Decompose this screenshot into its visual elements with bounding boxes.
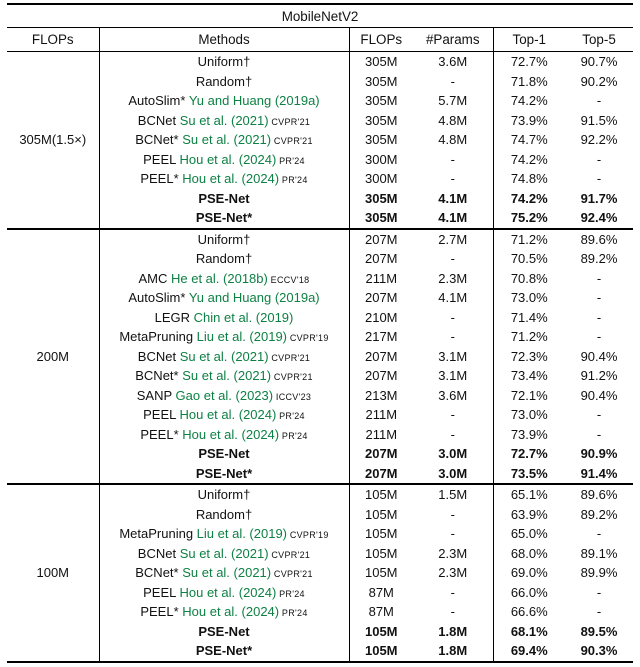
top5-cell: 90.2% [580,73,618,89]
method-cell [99,425,349,445]
flops-cell: 207M [349,464,413,485]
flops-cell: 105M [364,526,398,542]
flops-cell: 207M [364,368,398,384]
table-row [7,347,633,367]
top1-cell: 66.6% [510,604,548,620]
method-cell [99,622,349,642]
citation-link[interactable]: Su et al. (2021) [176,112,269,128]
venue-tag: PR'24 [276,155,305,166]
method-name: PEEL* [140,171,179,187]
method-name: PEEL* [140,426,179,442]
method-name: PEEL* [140,604,179,620]
top1-cell: 73.0% [510,407,548,423]
citation-link[interactable]: Su et al. (2021) [176,348,269,364]
top5-cell: - [596,526,602,542]
top1-cell: 69.4% [510,643,548,659]
venue-tag: CVPR'21 [268,549,311,560]
table-row [7,386,633,406]
venue-tag: CVPR'21 [268,352,311,363]
method-cell [99,464,349,485]
method-cell [99,583,349,603]
method-cell [99,308,349,328]
method-name: BCNet* [135,368,179,384]
table-row [7,249,633,269]
method-cell [99,386,349,406]
method-cell [99,91,349,111]
table-row [7,91,633,111]
params-cell: - [413,327,493,347]
top1-cell: 63.9% [510,506,548,522]
method-name: AutoSlim* [128,93,186,109]
method-name: LEGR [154,309,191,325]
citation-link[interactable]: Hou et al. (2024) [175,151,277,167]
method-name: BCNet* [135,132,179,148]
flops-group-label: 200M [7,229,99,485]
citation-link[interactable]: Liu et al. (2019) [193,526,288,542]
method-name: PSE-Net [198,190,250,206]
table-row [7,405,633,425]
method-name: PSE-Net [198,623,250,639]
top5-cell: - [596,171,602,187]
flops-cell: 305M [364,93,398,109]
top1-cell: 68.0% [510,545,548,561]
col-header-top1: Top-1 [493,28,565,52]
params-cell: 4.1M [413,288,493,308]
top1-cell: 73.9% [510,112,548,128]
top5-cell: - [596,407,602,423]
method-name: PSE-Net [198,446,250,462]
citation-link[interactable]: Gao et al. (2023) [171,387,274,403]
params-cell: 4.1M [413,208,493,229]
method-cell [99,641,349,662]
citation-link[interactable]: Hou et al. (2024) [175,407,277,423]
method-cell [99,524,349,544]
params-cell: 1.8M [413,641,493,662]
method-name: BCNet [137,348,177,364]
method-cell [99,484,349,505]
venue-tag: CVPR'21 [271,136,313,147]
table-row [7,150,633,170]
table-row [7,52,633,72]
table-row [7,288,633,308]
params-cell: - [413,602,493,622]
flops-cell: 105M [364,565,398,581]
params-cell: - [413,150,493,170]
flops-cell: 305M [349,208,413,229]
table-row [7,366,633,386]
top5-cell: - [596,329,602,345]
top5-cell: 89.6% [580,487,618,503]
citation-link[interactable]: Hou et al. (2024) [178,604,280,620]
flops-cell: 105M [364,506,398,522]
table-row [7,641,633,662]
top5-cell: 89.5% [580,623,618,639]
params-cell: - [413,505,493,525]
params-cell: - [413,249,493,269]
method-cell [99,189,349,209]
flops-cell: 207M [364,251,398,267]
params-cell: - [413,72,493,92]
table-row [7,130,633,150]
flops-cell: 211M [365,270,398,286]
top5-cell: 92.2% [580,132,618,148]
params-cell: 5.7M [413,91,493,111]
top1-cell: 65.1% [510,487,548,503]
method-cell [99,111,349,131]
top5-cell: - [596,309,602,325]
venue-tag: PR'24 [276,411,305,422]
top5-cell: - [596,270,602,286]
method-name: AMC [138,270,168,286]
table-row [7,524,633,544]
params-cell: - [413,583,493,603]
col-header-params: #Params [413,28,493,52]
top1-cell: 70.5% [510,251,548,267]
method-cell [99,563,349,583]
method-name: MetaPruning [119,526,194,542]
flops-cell: 211M [365,426,398,442]
venue-tag: PR'24 [279,608,308,619]
params-cell: 4.1M [413,189,493,209]
top5-cell: 91.2% [580,368,618,384]
top1-cell: 74.2% [510,190,548,206]
citation-link[interactable]: Chin et al. (2019) [190,309,294,325]
citation-link[interactable]: Su et al. (2021) [178,132,272,148]
top5-cell: 92.4% [565,208,633,229]
method-cell [99,602,349,622]
venue-tag: PR'24 [279,430,308,441]
venue-tag: CVPR'21 [268,116,311,127]
flops-cell: 305M [364,112,398,128]
method-name: BCNet [137,545,177,561]
top5-cell: 90.4% [580,348,618,364]
citation-link[interactable]: Yu and Huang (2019a) [185,290,320,306]
flops-cell: 213M [364,387,398,403]
col-header-top5: Top-5 [565,28,633,52]
citation-link[interactable]: Su et al. (2021) [178,368,272,384]
venue-tag: CVPR'21 [271,372,313,383]
params-cell: 3.6M [413,386,493,406]
top1-cell: 71.8% [510,73,548,89]
params-cell: 3.0M [413,444,493,464]
flops-cell: 305M [364,132,398,148]
venue-tag: ICCV'23 [273,391,312,402]
top1-cell: 74.2% [510,93,548,109]
method-name: PSE-Net* [195,465,253,481]
top1-cell: 75.2% [493,208,565,229]
params-cell: 3.6M [413,52,493,72]
top1-cell: 72.7% [510,54,548,70]
citation-link[interactable]: Hou et al. (2024) [175,584,277,600]
params-cell: 2.3M [413,563,493,583]
params-cell: - [413,524,493,544]
top5-cell: 91.7% [580,190,618,206]
table-row [7,327,633,347]
venue-tag: CVPR'19 [287,530,329,541]
table-row [7,169,633,189]
citation-link[interactable]: Yu and Huang (2019a) [185,93,320,109]
table-row [7,464,633,485]
venue-tag: CVPR'21 [271,569,313,580]
top1-cell: 72.1% [510,387,548,403]
citation-link[interactable]: He et al. (2018b) [167,270,268,286]
citation-link[interactable]: Hou et al. (2024) [178,171,280,187]
top5-cell: - [596,151,602,167]
top1-cell: 68.1% [510,623,548,639]
method-cell [99,52,349,72]
flops-cell: 105M [364,487,398,503]
table-row [7,544,633,564]
table-row [7,583,633,603]
flops-cell: 207M [364,290,398,306]
top5-cell: 90.3% [580,643,618,659]
method-name: Uniform† [197,231,251,247]
top5-cell: 89.2% [580,506,618,522]
results-table [7,3,633,663]
flops-cell: 300M [364,171,398,187]
params-cell: - [413,405,493,425]
venue-tag: PR'24 [279,175,308,186]
method-cell [99,269,349,289]
top5-cell: - [596,584,602,600]
method-cell [99,72,349,92]
method-name: PEEL [143,584,176,600]
citation-link[interactable]: Hou et al. (2024) [178,426,280,442]
top1-cell: 72.3% [510,348,548,364]
top1-cell: 73.5% [493,464,565,485]
flops-cell: 207M [364,446,398,462]
flops-group-label: 305M(1.5×) [7,52,99,229]
table-row [7,484,633,505]
method-cell [99,130,349,150]
flops-cell: 210M [364,309,398,325]
flops-cell: 207M [364,231,398,247]
params-cell: 2.3M [413,269,493,289]
col-header-flops-budget: FLOPs [7,28,99,52]
top1-cell: 65.0% [510,526,548,542]
method-name: MetaPruning [119,329,194,345]
top1-cell: 74.8% [510,171,548,187]
table-title: MobileNetV2 [7,4,633,28]
flops-cell: 305M [364,54,398,70]
top5-cell: 90.4% [580,387,618,403]
method-cell [99,544,349,564]
top1-cell: 72.7% [510,446,548,462]
method-cell [99,366,349,386]
top1-cell: 69.0% [510,565,548,581]
top5-cell: 91.4% [565,464,633,485]
method-name: Uniform† [197,54,251,70]
method-cell [99,229,349,250]
params-cell: 4.8M [413,111,493,131]
method-cell [99,150,349,170]
method-name: PSE-Net* [195,210,253,226]
table-row [7,563,633,583]
table-row [7,269,633,289]
top1-cell: 66.0% [510,584,548,600]
params-cell: - [413,425,493,445]
method-name: PSE-Net* [195,643,253,659]
col-header-flops: FLOPs [349,28,413,52]
top5-cell: - [596,93,602,109]
table-row [7,111,633,131]
params-cell: 3.1M [413,347,493,367]
method-name: SANP [136,387,172,403]
flops-cell: 87M [368,604,394,620]
table-row [7,602,633,622]
top1-cell: 74.2% [510,151,548,167]
flops-cell: 87M [368,584,394,600]
table-row [7,425,633,445]
method-name: BCNet [137,112,177,128]
method-cell [99,169,349,189]
top1-cell: 73.4% [510,368,548,384]
method-name: BCNet* [135,565,179,581]
venue-tag: PR'24 [276,588,305,599]
method-name: Uniform† [197,487,251,503]
flops-cell: 207M [364,348,398,364]
method-cell [99,208,349,229]
method-name: PEEL [143,151,176,167]
top1-cell: 73.9% [510,426,548,442]
method-cell [99,505,349,525]
params-cell: 2.3M [413,544,493,564]
top5-cell: 89.6% [580,231,618,247]
top1-cell: 71.2% [510,231,548,247]
table-row [7,444,633,464]
top1-cell: 71.4% [510,309,548,325]
params-cell: - [413,169,493,189]
params-cell: 3.1M [413,366,493,386]
table-row [7,622,633,642]
params-cell: 1.5M [413,484,493,505]
flops-cell: 105M [364,545,398,561]
col-header-methods: Methods [99,28,349,52]
table-row [7,189,633,209]
top5-cell: 89.9% [580,565,618,581]
method-cell [99,444,349,464]
table-row [7,229,633,250]
citation-link[interactable]: Su et al. (2021) [176,545,269,561]
top5-cell: - [596,604,602,620]
top5-cell: 90.9% [580,446,618,462]
table-row [7,308,633,328]
flops-cell: 217M [364,329,398,345]
flops-cell: 300M [364,151,398,167]
params-cell: 1.8M [413,622,493,642]
top5-cell: 91.5% [580,112,618,128]
flops-cell: 105M [364,643,398,659]
params-cell: 3.0M [413,464,493,485]
top1-cell: 71.2% [510,329,548,345]
flops-cell: 305M [364,190,398,206]
method-name: Random† [195,506,253,522]
top5-cell: - [596,426,602,442]
top5-cell: 89.1% [580,545,618,561]
params-cell: - [413,308,493,328]
citation-link[interactable]: Liu et al. (2019) [193,329,288,345]
method-cell [99,405,349,425]
flops-group-label: 100M [7,484,99,662]
method-cell [99,347,349,367]
top5-cell: 90.7% [580,54,618,70]
method-cell [99,327,349,347]
top1-cell: 74.7% [510,132,548,148]
params-cell: 4.8M [413,130,493,150]
venue-tag: ECCV'18 [267,274,310,285]
venue-tag: CVPR'19 [287,333,329,344]
table-row [7,208,633,229]
table-row [7,505,633,525]
flops-cell: 105M [364,623,398,639]
citation-link[interactable]: Su et al. (2021) [178,565,272,581]
method-cell [99,288,349,308]
method-name: Random† [195,73,253,89]
flops-cell: 211M [365,407,398,423]
method-name: Random† [195,251,253,267]
top5-cell: - [596,290,602,306]
table-row [7,72,633,92]
top1-cell: 73.0% [510,290,548,306]
top5-cell: 89.2% [580,251,618,267]
method-name: PEEL [143,407,176,423]
top1-cell: 70.8% [510,270,548,286]
method-cell [99,249,349,269]
params-cell: 2.7M [413,229,493,250]
flops-cell: 305M [364,73,398,89]
method-name: AutoSlim* [128,290,186,306]
